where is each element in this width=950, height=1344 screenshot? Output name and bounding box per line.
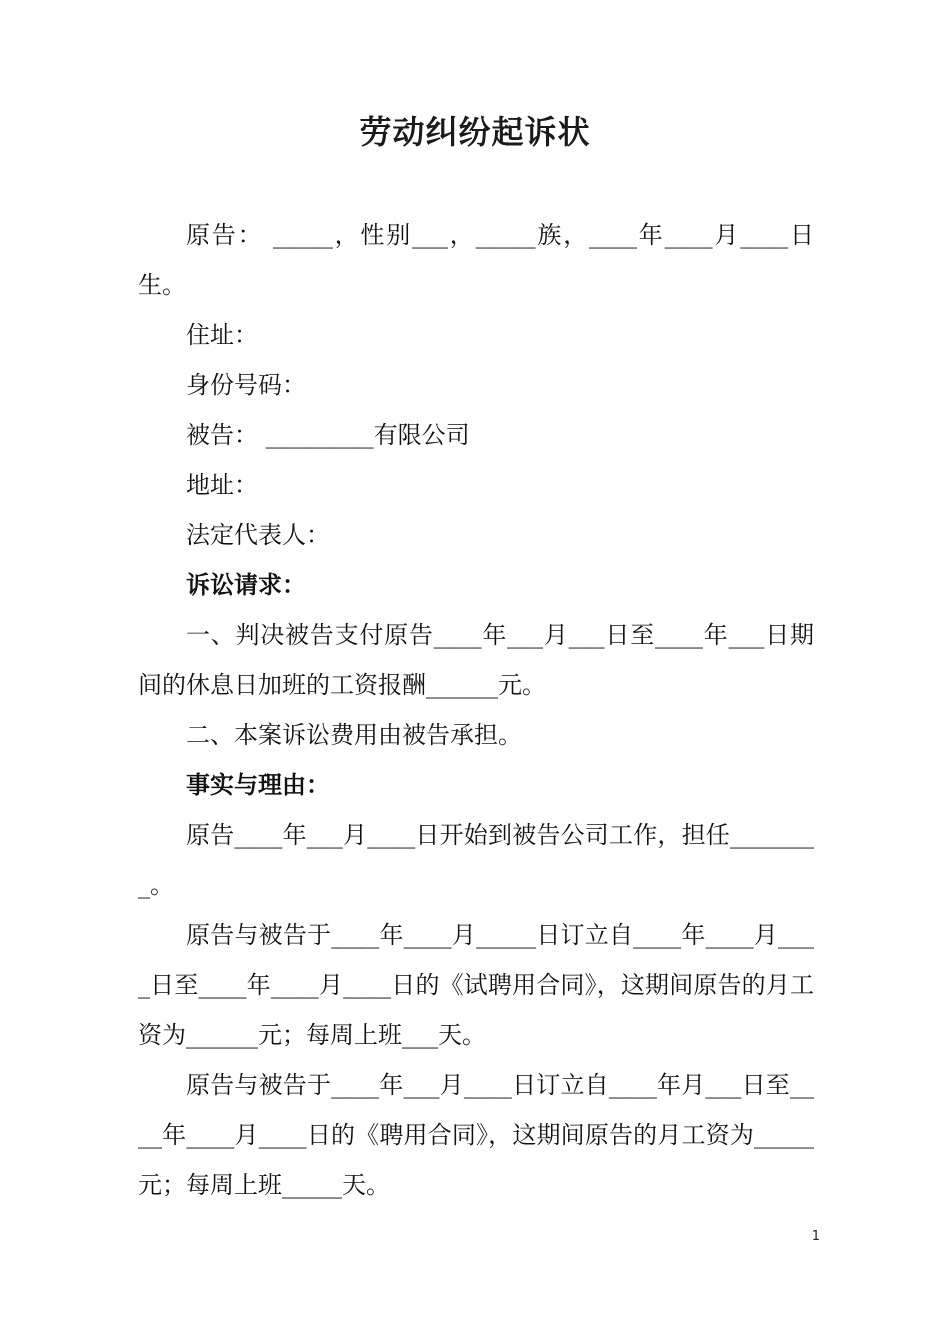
facts-paragraph-3: 原告与被告于____年___月____日订立自____年月___日至____年____月____日的《聘用合同》，这期间原告的月工资为_____元；每周上班_____天。 <box>138 1071 814 1199</box>
claim-item-2: 二、本案诉讼费用由被告承担。 <box>186 721 522 749</box>
document-body <box>138 210 814 1210</box>
document-title: 劳动纠纷起诉状 <box>359 113 591 151</box>
page-number: 1 <box>811 1229 820 1244</box>
claims-heading: 诉讼请求： <box>186 571 306 599</box>
legal-representative: 法定代表人： <box>186 521 330 549</box>
defendant-info: 被告： _________有限公司 <box>186 421 470 449</box>
plaintiff-address: 住址： <box>186 321 258 349</box>
facts-paragraph-1: 原告____年___月____日开始到被告公司工作，担任________。 <box>138 821 814 899</box>
claim-item-1: 一、判决被告支付原告____年___月___日至____年___日期间的休息日加班的工资报酬______元。 <box>138 621 814 699</box>
plaintiff-info: 原告： _____，性别___，_____族，____年____月____日生。 <box>138 221 814 299</box>
defendant-address: 地址： <box>186 471 258 499</box>
plaintiff-id-number: 身份号码： <box>186 371 306 399</box>
facts-paragraph-2: 原告与被告于____年____月_____日订立自____年____月____日至____年____月____日的《试聘用合同》，这期间原告的月工资为______元；每周上班___天。 <box>138 921 814 1049</box>
facts-heading: 事实与理由： <box>186 771 330 799</box>
